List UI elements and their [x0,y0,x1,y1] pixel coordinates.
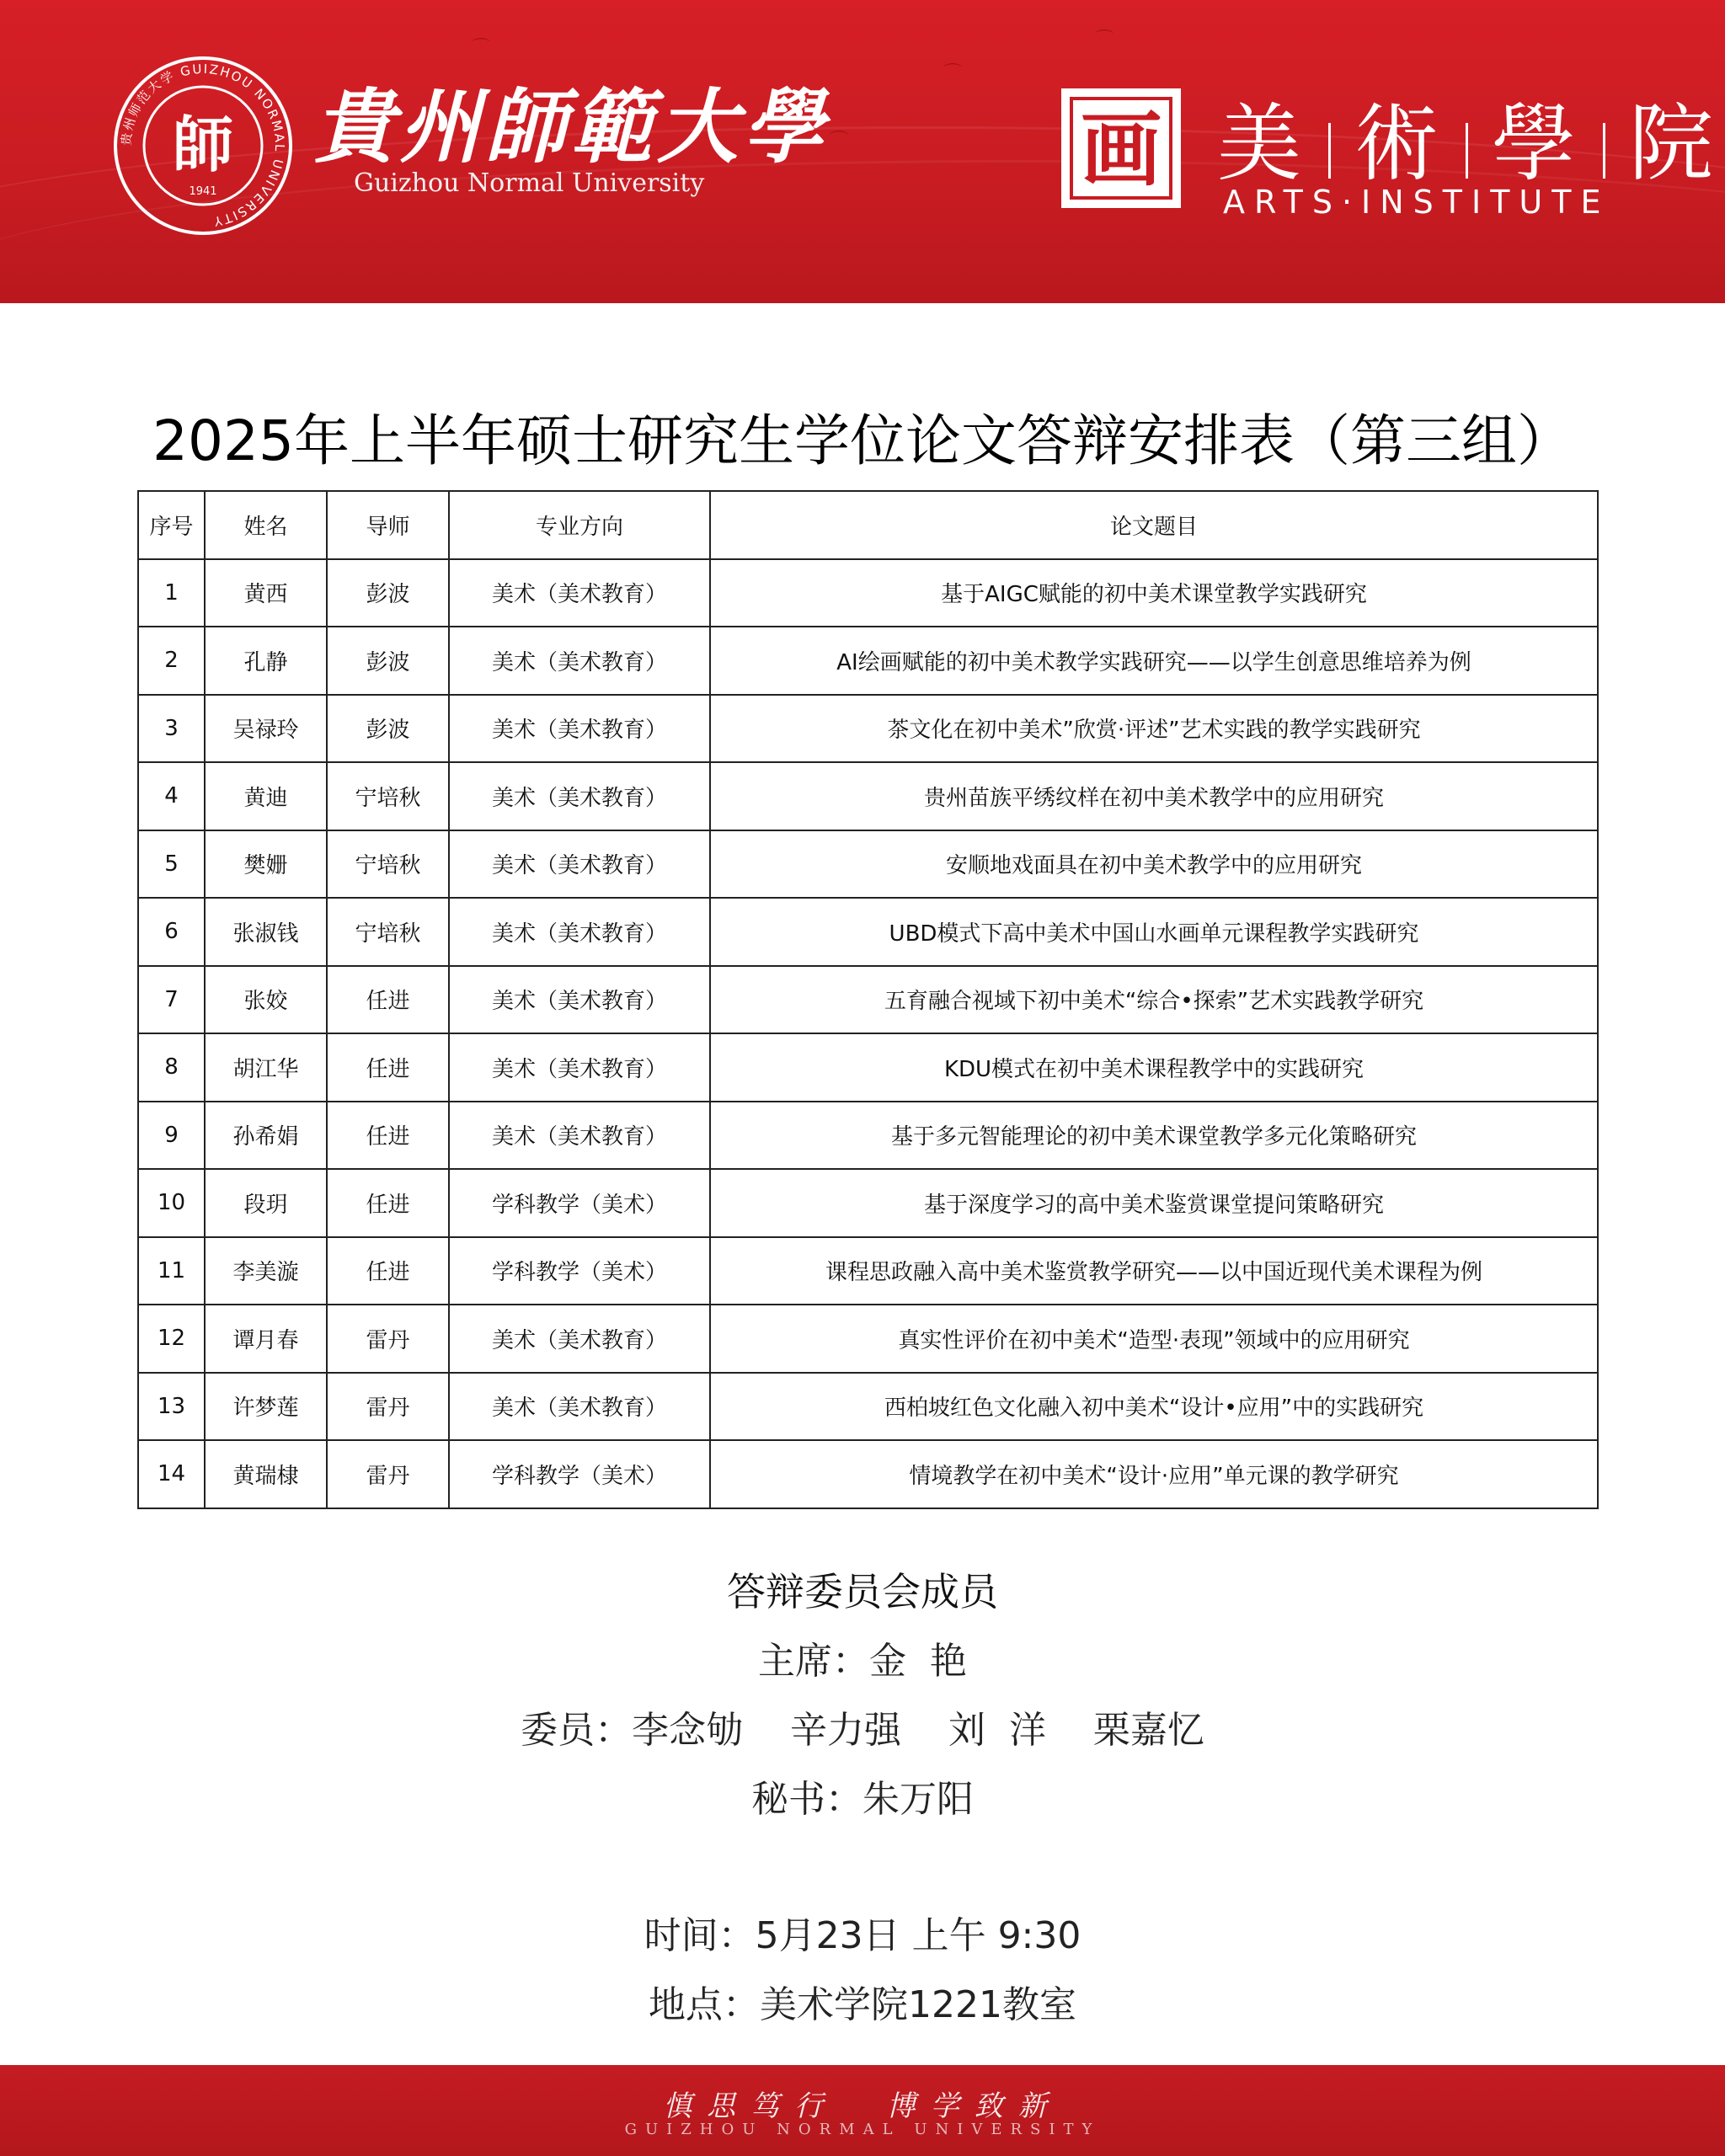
table-row [138,1440,1598,1508]
cell-thesis-title: 真实性评价在初中美术“造型·表现”领域中的应用研究 [710,1305,1598,1373]
cell-major: 美术（美术教育） [449,1033,710,1102]
cell-major: 美术（美术教育） [449,1305,710,1373]
svg-text:画: 画 [1081,102,1162,197]
svg-text:贵州师范大学 GUIZHOU NORMAL UNIVERSI: 贵州师范大学 GUIZHOU NORMAL UNIVERSITY [118,61,288,230]
cell-student-name: 孔静 [205,627,327,695]
table-row [138,762,1598,830]
cell-thesis-title: 安顺地戏面具在初中美术教学中的应用研究 [710,830,1598,899]
bird-icon: ⌒ [472,38,491,59]
cell-thesis-title: 五育融合视域下初中美术“综合•探索”艺术实践教学研究 [710,966,1598,1034]
table-row [138,1169,1598,1237]
cell-advisor: 彭波 [327,695,449,763]
committee-heading: 答辩委员会成员 [727,1569,998,1614]
arts-institute-name-en: ARTS·INSTITUTE [1223,184,1610,221]
cell-index: 13 [138,1373,205,1441]
cell-index: 5 [138,830,205,899]
arts-char: 美 [1217,94,1305,193]
cell-index: 10 [138,1169,205,1237]
university-seal-logo [112,55,294,237]
cell-student-name: 段玥 [205,1169,327,1237]
cell-student-name: 黄迪 [205,762,327,830]
arts-institute-logo [1060,87,1183,210]
header-banner [0,0,1725,303]
cell-advisor: 任进 [327,1102,449,1170]
cell-advisor: 彭波 [327,627,449,695]
cell-index: 3 [138,695,205,763]
cell-thesis-title: 课程思政融入高中美术鉴赏教学研究——以中国近现代美术课程为例 [710,1237,1598,1305]
cell-major: 美术（美术教育） [449,559,710,627]
table-row [138,830,1598,899]
cell-major: 美术（美术教育） [449,627,710,695]
cell-major: 美术（美术教育） [449,1373,710,1441]
cell-advisor: 任进 [327,1169,449,1237]
cell-student-name: 谭月春 [205,1305,327,1373]
arts-char: 術 [1354,94,1442,193]
table-row [138,1237,1598,1305]
cell-student-name: 樊姗 [205,830,327,899]
table-row [138,695,1598,763]
page-title: 2025年上半年硕士研究生学位论文答辩安排表（第三组） [152,408,1573,473]
committee-secretary: 秘书：朱万阳 [751,1778,974,1821]
cell-thesis-title: 基于AIGC赋能的初中美术课堂教学实践研究 [710,559,1598,627]
divider [1328,123,1331,179]
cell-student-name: 张姣 [205,966,327,1034]
column-header-index: 序号 [138,491,205,559]
table-row [138,1373,1598,1441]
table-row [138,966,1598,1034]
cell-student-name: 胡江华 [205,1033,327,1102]
defense-location: 地点：美术学院1221教室 [649,1983,1076,2026]
bird-icon: ⌒ [943,63,963,84]
arts-char: 學 [1492,94,1579,193]
arts-institute-name-cn [1217,76,1717,197]
table-body [138,559,1598,1508]
university-name-en: Guizhou Normal University [354,168,705,198]
cell-index: 2 [138,627,205,695]
cell-advisor: 雷丹 [327,1440,449,1508]
cell-thesis-title: 基于多元智能理论的初中美术课堂教学多元化策略研究 [710,1102,1598,1170]
cell-thesis-title: 茶文化在初中美术”欣赏·评述”艺术实践的教学实践研究 [710,695,1598,763]
divider [1603,123,1605,179]
cell-advisor: 雷丹 [327,1305,449,1373]
defense-time: 时间：5月23日 上午 9:30 [644,1914,1081,1957]
cell-thesis-title: KDU模式在初中美术课程教学中的实践研究 [710,1033,1598,1102]
cell-advisor: 彭波 [327,559,449,627]
cell-advisor: 宁培秋 [327,898,449,966]
cell-index: 1 [138,559,205,627]
cell-thesis-title: 贵州苗族平绣纹样在初中美术教学中的应用研究 [710,762,1598,830]
cell-index: 11 [138,1237,205,1305]
svg-text:1941: 1941 [189,185,217,198]
cell-major: 美术（美术教育） [449,695,710,763]
university-motto: 慎思笃行 博学致新 [663,2089,1062,2123]
cell-advisor: 宁培秋 [327,830,449,899]
cell-major: 学科教学（美术） [449,1237,710,1305]
cell-index: 6 [138,898,205,966]
cell-major: 美术（美术教育） [449,762,710,830]
cell-student-name: 黄西 [205,559,327,627]
table-row [138,559,1598,627]
table-row [138,627,1598,695]
cell-thesis-title: 西柏坡红色文化融入初中美术“设计•应用”中的实践研究 [710,1373,1598,1441]
cell-major: 美术（美术教育） [449,1102,710,1170]
cell-student-name: 许梦莲 [205,1373,327,1441]
divider [1466,123,1468,179]
cell-index: 8 [138,1033,205,1102]
svg-text:師: 師 [172,109,234,180]
cell-advisor: 宁培秋 [327,762,449,830]
cell-index: 4 [138,762,205,830]
column-header-advisor: 导师 [327,491,449,559]
committee-chair: 主席：金 艳 [758,1640,967,1683]
cell-student-name: 黄瑞棣 [205,1440,327,1508]
cell-major: 美术（美术教育） [449,966,710,1034]
table-row [138,1102,1598,1170]
cell-advisor: 雷丹 [327,1373,449,1441]
cell-student-name: 吴禄玲 [205,695,327,763]
cell-major: 美术（美术教育） [449,898,710,966]
table-row [138,1305,1598,1373]
cell-major: 美术（美术教育） [449,830,710,899]
table-row [138,898,1598,966]
arts-char: 院 [1629,94,1717,193]
cell-student-name: 李美漩 [205,1237,327,1305]
cell-advisor: 任进 [327,1033,449,1102]
cell-index: 14 [138,1440,205,1508]
cell-advisor: 任进 [327,966,449,1034]
footer-university-name-en: GUIZHOU NORMAL UNIVERSITY [624,2121,1101,2138]
cell-thesis-title: 基于深度学习的高中美术鉴赏课堂提问策略研究 [710,1169,1598,1237]
defense-schedule-table [137,490,1599,1509]
university-name-cn: 貴州師範大學 [313,79,829,174]
table-header-row [138,491,1598,559]
column-header-thesis-title: 论文题目 [710,491,1598,559]
bird-icon: ⌒ [830,131,849,152]
cell-advisor: 任进 [327,1237,449,1305]
cell-thesis-title: AI绘画赋能的初中美术教学实践研究——以学生创意思维培养为例 [710,627,1598,695]
cell-index: 12 [138,1305,205,1373]
table-row [138,1033,1598,1102]
column-header-name: 姓名 [205,491,327,559]
cell-index: 7 [138,966,205,1034]
column-header-major: 专业方向 [449,491,710,559]
cell-major: 学科教学（美术） [449,1169,710,1237]
committee-members: 委员：李念劬 辛力强 刘 洋 栗嘉忆 [521,1709,1204,1752]
cell-thesis-title: UBD模式下高中美术中国山水画单元课程教学实践研究 [710,898,1598,966]
cell-index: 9 [138,1102,205,1170]
cell-major: 学科教学（美术） [449,1440,710,1508]
cell-thesis-title: 情境教学在初中美术“设计·应用”单元课的教学研究 [710,1440,1598,1508]
bird-icon: ⌒ [1095,29,1114,51]
cell-student-name: 张淑钱 [205,898,327,966]
cell-student-name: 孙希娟 [205,1102,327,1170]
